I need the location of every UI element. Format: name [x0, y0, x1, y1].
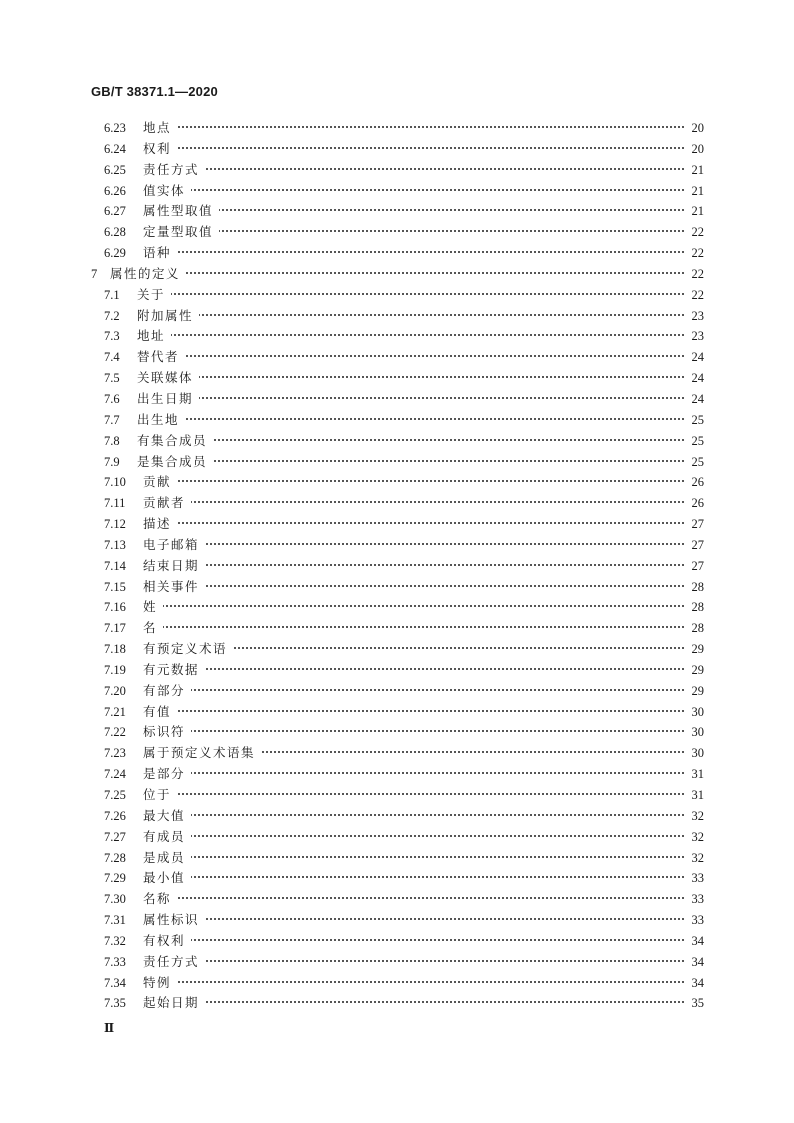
- toc-dot-leader: [215, 230, 684, 232]
- toc-dot-leader: [195, 314, 684, 316]
- toc-entry-title: 关于: [137, 287, 171, 302]
- toc-entry-page: 22: [691, 287, 704, 302]
- toc-entry-page: 30: [691, 746, 704, 761]
- toc-entry[interactable]: [0, 181, 794, 202]
- toc-entry[interactable]: [0, 848, 794, 869]
- toc-entry-title: 替代者: [137, 349, 185, 364]
- toc-entry-number: 7.30: [104, 892, 126, 907]
- toc-entry-page: 33: [691, 892, 704, 907]
- toc-dot-leader: [187, 501, 684, 503]
- toc-entry-number: 7.12: [104, 517, 126, 532]
- toc-dot-leader: [187, 856, 684, 858]
- toc-dot-leader: [201, 1001, 684, 1003]
- toc-entry-page: 29: [691, 642, 704, 657]
- toc-entry-page: 21: [691, 162, 704, 177]
- toc-entry-title: 属性的定义: [110, 266, 186, 281]
- toc-entry[interactable]: [0, 931, 794, 952]
- toc-entry-number: 6.27: [104, 204, 126, 219]
- toc-entry-page: 32: [691, 829, 704, 844]
- toc-entry-title: 有成员: [143, 829, 191, 844]
- toc-entry-page: 30: [691, 725, 704, 740]
- toc-entry-page: 34: [691, 975, 704, 990]
- toc-entry-page: 26: [691, 475, 704, 490]
- toc-entry-page: 31: [691, 767, 704, 782]
- toc-entry[interactable]: [0, 368, 794, 389]
- toc-entry-number: 7.32: [104, 933, 126, 948]
- toc-entry-number: 6.26: [104, 183, 126, 198]
- toc-entry-page: 33: [691, 871, 704, 886]
- toc-entry-page: 29: [691, 662, 704, 677]
- toc-dot-leader: [173, 147, 684, 149]
- toc-entry-title: 有值: [143, 704, 177, 719]
- toc-dot-leader: [173, 126, 684, 128]
- toc-entry-number: 7.6: [104, 391, 120, 406]
- toc-entry-number: 7.4: [104, 350, 120, 365]
- toc-entry-list: [0, 118, 794, 1014]
- toc-entry[interactable]: [0, 306, 794, 327]
- toc-entry-title: 标识符: [143, 724, 191, 739]
- toc-entry-page: 24: [691, 371, 704, 386]
- toc-dot-leader: [181, 418, 684, 420]
- toc-dot-leader: [201, 668, 684, 670]
- toc-dot-leader: [181, 355, 684, 357]
- toc-entry[interactable]: [0, 347, 794, 368]
- toc-entry-number: 7.13: [104, 537, 126, 552]
- toc-dot-leader: [187, 939, 684, 941]
- toc-entry-number: 6.23: [104, 121, 126, 135]
- toc-entry[interactable]: [0, 910, 794, 931]
- toc-entry[interactable]: [0, 556, 794, 577]
- toc-entry-title: 是成员: [143, 850, 191, 865]
- toc-dot-leader: [167, 293, 684, 295]
- toc-entry[interactable]: [0, 702, 794, 723]
- toc-dot-leader: [182, 272, 684, 274]
- toc-entry-page: 21: [691, 204, 704, 219]
- toc-entry-number: 7.29: [104, 871, 126, 886]
- toc-entry-page: 27: [691, 537, 704, 552]
- toc-entry-number: 7.35: [104, 996, 126, 1011]
- toc-entry-page: 25: [691, 412, 704, 427]
- toc-entry-title: 定量型取值: [143, 224, 219, 239]
- toc-entry-page: 32: [691, 850, 704, 865]
- toc-entry-title: 是集合成员: [137, 454, 213, 469]
- toc-dot-leader: [173, 793, 684, 795]
- toc-entry-number: 7.3: [104, 329, 120, 344]
- toc-entry[interactable]: [0, 431, 794, 452]
- toc-entry-title: 名称: [143, 891, 177, 906]
- toc-entry[interactable]: [0, 889, 794, 910]
- toc-entry-number: 7.18: [104, 642, 126, 657]
- toc-entry[interactable]: [0, 806, 794, 827]
- toc-dot-leader: [215, 209, 684, 211]
- toc-entry-page: 21: [691, 183, 704, 198]
- toc-entry[interactable]: [0, 722, 794, 743]
- toc-entry-title: 地址: [137, 328, 171, 343]
- toc-entry[interactable]: [0, 201, 794, 222]
- toc-entry-title: 电子邮箱: [143, 537, 205, 552]
- toc-entry-page: 23: [691, 308, 704, 323]
- toc-entry[interactable]: [0, 868, 794, 889]
- toc-entry-number: 7.9: [104, 454, 120, 469]
- toc-entry-title: 出生地: [137, 412, 185, 427]
- toc-dot-leader: [187, 189, 684, 191]
- toc-entry[interactable]: [0, 785, 794, 806]
- toc-entry-number: 7.34: [104, 975, 126, 990]
- toc-entry-title: 最大值: [143, 808, 191, 823]
- toc-dot-leader: [173, 897, 684, 899]
- toc-dot-leader: [201, 564, 684, 566]
- toc-entry-number: 7.1: [104, 287, 120, 302]
- toc-entry-number: 7.20: [104, 683, 126, 698]
- toc-entry-title: 有预定义术语: [143, 641, 233, 656]
- toc-entry-page: 25: [691, 433, 704, 448]
- toc-entry-page: 28: [691, 579, 704, 594]
- toc-entry-number: 6.24: [104, 141, 126, 156]
- toc-entry[interactable]: [0, 160, 794, 181]
- toc-entry-title: 结束日期: [143, 558, 205, 573]
- toc-entry-number: 7.14: [104, 558, 126, 573]
- toc-dot-leader: [173, 522, 684, 524]
- toc-entry-page: 35: [691, 996, 704, 1011]
- toc-entry-title: 属性标识: [143, 912, 205, 927]
- toc-entry[interactable]: [0, 973, 794, 994]
- toc-entry-page: 22: [691, 246, 704, 261]
- toc-entry-title: 有集合成员: [137, 433, 213, 448]
- toc-dot-leader: [167, 334, 684, 336]
- toc-entry-page: 32: [691, 808, 704, 823]
- toc-entry-page: 30: [691, 704, 704, 719]
- toc-entry-number: 7.27: [104, 829, 126, 844]
- toc-entry-number: 7.22: [104, 725, 126, 740]
- toc-entry[interactable]: [0, 118, 794, 139]
- toc-entry-page: 22: [691, 266, 704, 281]
- toc-entry-title: 属性型取值: [143, 203, 219, 218]
- toc-entry-number: 7.17: [104, 621, 126, 636]
- table-of-contents: [0, 118, 794, 1014]
- toc-entry[interactable]: [0, 577, 794, 598]
- toc-entry-number: 7.21: [104, 704, 126, 719]
- toc-entry[interactable]: [0, 285, 794, 306]
- toc-dot-leader: [173, 710, 684, 712]
- toc-entry-page: 26: [691, 496, 704, 511]
- toc-entry-title: 名: [143, 620, 163, 635]
- toc-entry-page: 34: [691, 933, 704, 948]
- toc-entry[interactable]: [0, 535, 794, 556]
- toc-entry-number: 7.24: [104, 767, 126, 782]
- toc-dot-leader: [173, 480, 684, 482]
- toc-entry-title: 位于: [143, 787, 177, 802]
- toc-entry-title: 贡献: [143, 474, 177, 489]
- toc-dot-leader: [201, 168, 684, 170]
- toc-entry-number: 7: [91, 266, 98, 281]
- toc-entry-title: 贡献者: [143, 495, 191, 510]
- toc-dot-leader: [195, 397, 684, 399]
- toc-dot-leader: [195, 376, 684, 378]
- toc-dot-leader: [209, 460, 684, 462]
- toc-dot-leader: [187, 730, 684, 732]
- toc-entry-title: 起始日期: [143, 995, 205, 1010]
- toc-entry-page: 25: [691, 454, 704, 469]
- toc-dot-leader: [173, 981, 684, 983]
- toc-dot-leader: [201, 960, 684, 962]
- toc-dot-leader: [201, 918, 684, 920]
- toc-entry[interactable]: [0, 993, 794, 1014]
- toc-entry-number: 7.15: [104, 579, 126, 594]
- toc-entry-page: 27: [691, 517, 704, 532]
- toc-entry-page: 31: [691, 788, 704, 802]
- toc-entry-title: 地点: [143, 120, 177, 135]
- page-number: Ⅱ: [104, 1021, 115, 1035]
- toc-entry-page: 20: [691, 141, 704, 156]
- toc-entry-number: 7.10: [104, 475, 126, 490]
- toc-entry-number: 6.28: [104, 225, 126, 240]
- toc-entry[interactable]: [0, 493, 794, 514]
- toc-entry[interactable]: [0, 452, 794, 473]
- toc-dot-leader: [187, 835, 684, 837]
- toc-entry-number: 7.31: [104, 913, 126, 928]
- toc-entry-number: 7.16: [104, 600, 126, 615]
- toc-entry-title: 责任方式: [143, 162, 205, 177]
- toc-dot-leader: [209, 439, 684, 441]
- toc-dot-leader: [173, 251, 684, 253]
- toc-entry-page: 27: [691, 558, 704, 573]
- toc-entry-page: 29: [691, 683, 704, 698]
- toc-entry-number: 7.7: [104, 412, 120, 427]
- toc-entry-title: 最小值: [143, 870, 191, 885]
- toc-entry-title: 关联媒体: [137, 370, 199, 385]
- toc-entry-number: 6.25: [104, 162, 126, 177]
- toc-entry[interactable]: [0, 514, 794, 535]
- toc-entry-number: 7.2: [104, 308, 120, 323]
- toc-entry[interactable]: [0, 264, 794, 285]
- toc-entry-number: 7.33: [104, 954, 126, 969]
- toc-entry-number: 7.5: [104, 371, 120, 386]
- toc-entry-page: 28: [691, 621, 704, 636]
- toc-entry-number: 7.11: [104, 496, 126, 511]
- toc-entry[interactable]: [0, 681, 794, 702]
- toc-entry-title: 责任方式: [143, 954, 205, 969]
- toc-dot-leader: [187, 876, 684, 878]
- toc-entry-title: 有元数据: [143, 662, 205, 677]
- toc-dot-leader: [201, 543, 684, 545]
- toc-entry-title: 姓: [143, 599, 163, 614]
- toc-entry-title: 附加属性: [137, 308, 199, 323]
- toc-dot-leader: [229, 647, 684, 649]
- toc-entry-title: 权利: [143, 141, 177, 156]
- toc-entry-title: 值实体: [143, 183, 191, 198]
- toc-entry-number: 7.28: [104, 850, 126, 865]
- toc-entry-number: 7.8: [104, 433, 120, 448]
- toc-dot-leader: [187, 689, 684, 691]
- toc-entry-title: 有部分: [143, 683, 191, 698]
- toc-entry[interactable]: [0, 410, 794, 431]
- toc-entry-number: 7.26: [104, 808, 126, 823]
- toc-entry-page: 24: [691, 350, 704, 365]
- toc-entry[interactable]: [0, 472, 794, 493]
- toc-entry-page: 28: [691, 600, 704, 615]
- toc-entry-title: 出生日期: [137, 391, 199, 406]
- toc-entry[interactable]: [0, 827, 794, 848]
- toc-dot-leader: [187, 814, 684, 816]
- toc-entry[interactable]: [0, 389, 794, 410]
- toc-entry-title: 属于预定义术语集: [143, 745, 261, 760]
- toc-entry-title: 特例: [143, 975, 177, 990]
- standard-code-header: GB/T 38371.1—2020: [91, 84, 218, 99]
- toc-entry[interactable]: [0, 597, 794, 618]
- toc-entry[interactable]: [0, 222, 794, 243]
- toc-entry-title: 语种: [143, 245, 177, 260]
- toc-entry-number: 7.25: [104, 788, 126, 802]
- toc-entry-number: 6.29: [104, 246, 126, 261]
- toc-entry-page: 20: [691, 121, 704, 135]
- toc-entry-page: 33: [691, 913, 704, 928]
- toc-entry-title: 描述: [143, 516, 177, 531]
- toc-dot-leader: [201, 585, 684, 587]
- toc-entry-number: 7.19: [104, 662, 126, 677]
- toc-entry[interactable]: [0, 326, 794, 347]
- toc-entry-page: 34: [691, 954, 704, 969]
- toc-entry[interactable]: [0, 952, 794, 973]
- toc-entry[interactable]: [0, 660, 794, 681]
- toc-entry[interactable]: [0, 743, 794, 764]
- toc-entry-page: 23: [691, 329, 704, 344]
- toc-entry[interactable]: [0, 139, 794, 160]
- toc-entry-title: 有权利: [143, 933, 191, 948]
- toc-dot-leader: [159, 626, 684, 628]
- toc-entry-page: 22: [691, 225, 704, 240]
- toc-dot-leader: [187, 772, 684, 774]
- toc-entry[interactable]: [0, 618, 794, 639]
- toc-entry[interactable]: [0, 243, 794, 264]
- toc-entry-page: 24: [691, 391, 704, 406]
- toc-entry-title: 相关事件: [143, 579, 205, 594]
- toc-dot-leader: [257, 751, 684, 753]
- toc-entry[interactable]: [0, 764, 794, 785]
- toc-dot-leader: [159, 605, 684, 607]
- toc-entry-title: 是部分: [143, 766, 191, 781]
- toc-entry-number: 7.23: [104, 746, 126, 761]
- toc-entry[interactable]: [0, 639, 794, 660]
